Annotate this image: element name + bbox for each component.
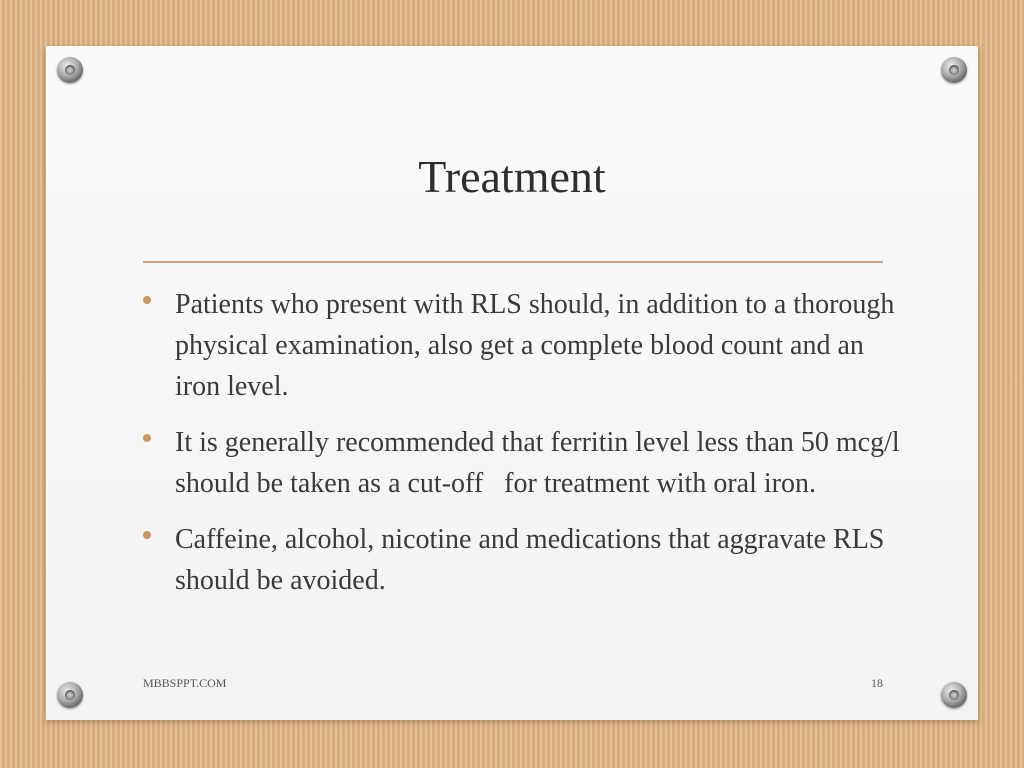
bullet-icon [143,434,151,442]
footer-text: MBBSPPT.COM [143,676,227,690]
page-number: 18 [871,676,883,690]
bullet-text: Patients who present with RLS should, in addition to a thorough physical examination, also get a complete blood count and an iron level. [175,289,902,402]
rivet-icon [941,57,967,83]
bullet-item [143,519,903,601]
title-divider [143,261,883,263]
bullet-text: It is generally recommended that ferritin level less than 50 mcg/l should be taken as a cut-off for treatment with oral iron. [175,427,907,499]
rivet-icon [941,682,967,708]
slide-title: Treatment [418,151,606,202]
bullet-text: Caffeine, alcohol, nicotine and medications that aggravate RLS should be avoided. [175,524,892,596]
bullet-item [143,422,907,504]
bullet-item [143,284,903,407]
rivet-icon [57,57,83,83]
rivet-icon [57,682,83,708]
bullet-list [143,284,907,616]
bullet-icon [143,296,151,304]
bullet-icon [143,531,151,539]
